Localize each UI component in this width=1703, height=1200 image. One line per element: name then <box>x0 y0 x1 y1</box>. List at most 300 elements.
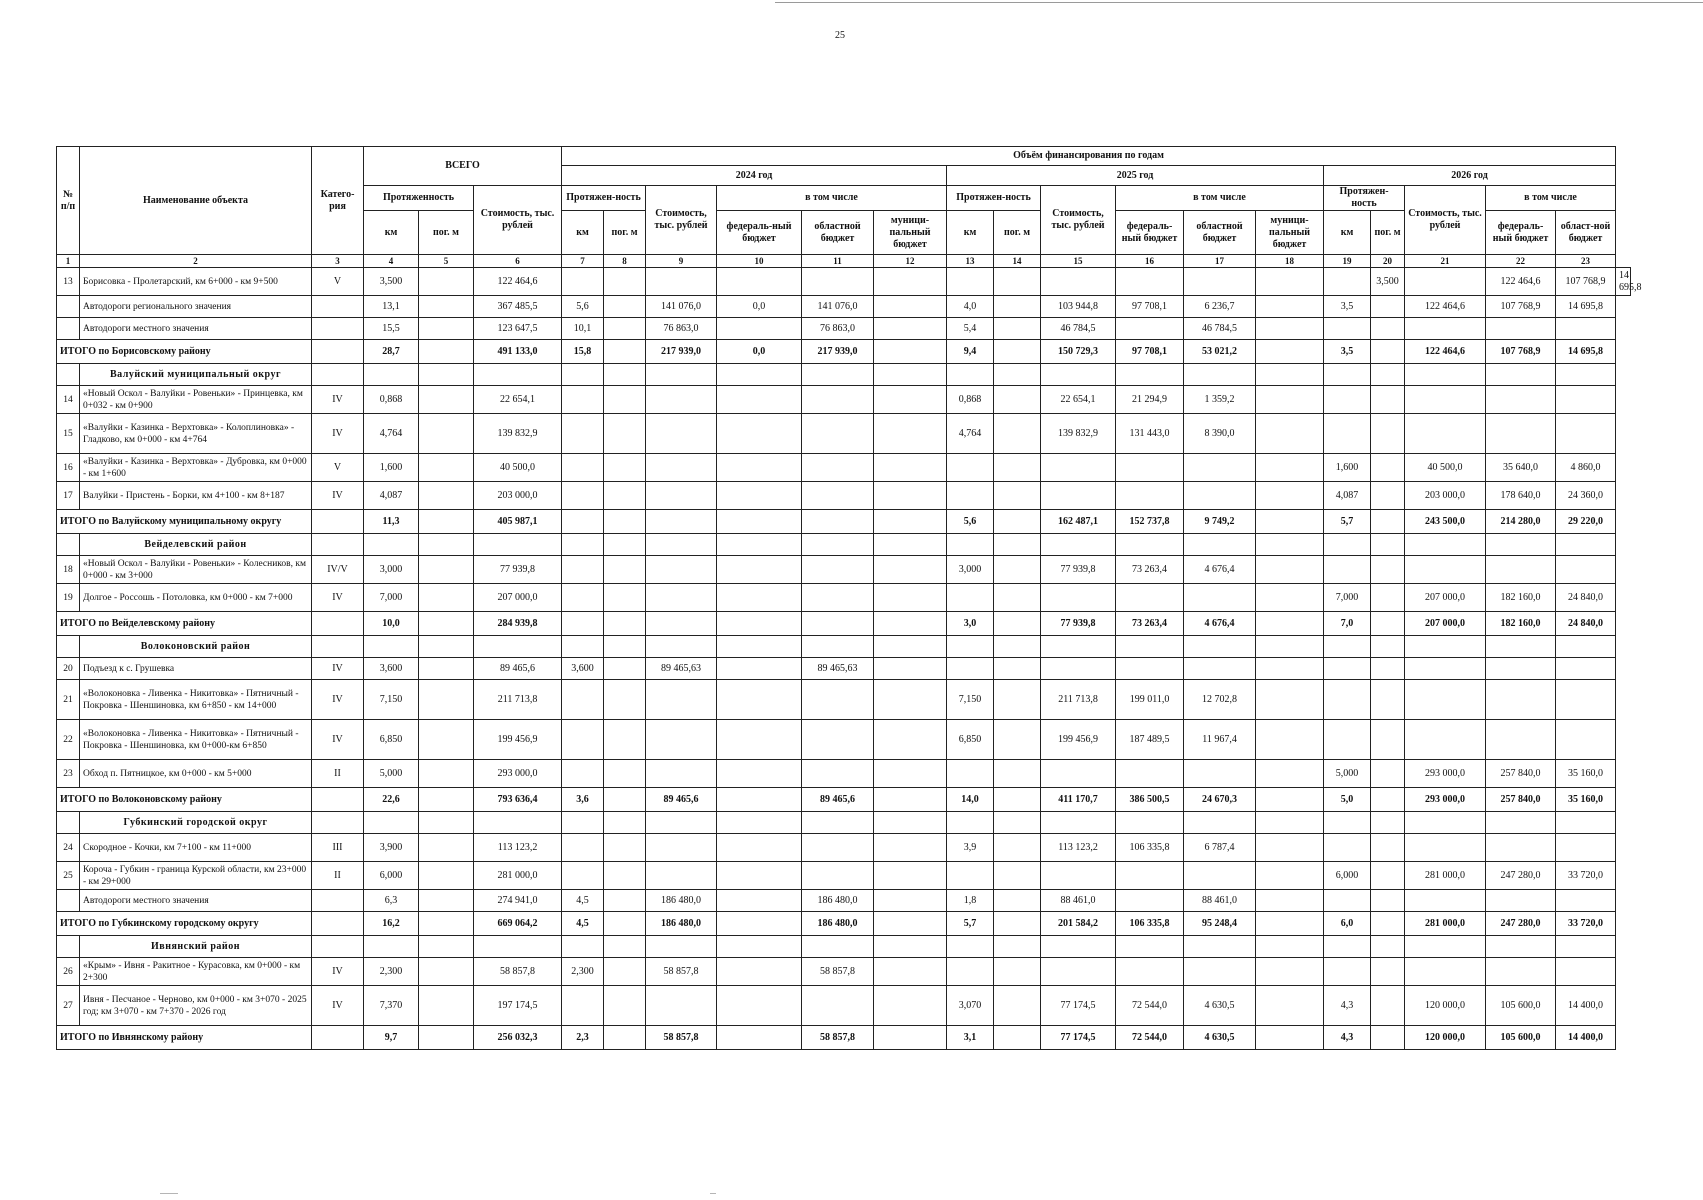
value-cell <box>419 788 474 812</box>
value-cell: 88 461,0 <box>1184 890 1256 912</box>
value-cell <box>1041 760 1116 788</box>
value-cell <box>562 556 604 584</box>
value-cell <box>1324 658 1371 680</box>
table-row <box>57 760 1631 788</box>
section-no-cell <box>57 364 80 386</box>
value-cell <box>1041 862 1116 890</box>
table-row <box>57 296 1631 318</box>
empty-cell <box>1256 534 1324 556</box>
value-cell <box>1405 556 1486 584</box>
value-cell <box>1324 680 1371 720</box>
value-cell: 13,1 <box>364 296 419 318</box>
value-cell <box>646 584 717 612</box>
value-cell: 257 840,0 <box>1486 788 1556 812</box>
empty-cell <box>419 936 474 958</box>
empty-cell <box>1486 636 1556 658</box>
column-number: 19 <box>1324 255 1371 268</box>
value-cell: 197 174,5 <box>474 986 562 1026</box>
value-cell <box>1371 658 1405 680</box>
column-number-row <box>57 255 1631 268</box>
object-name: Скородное - Кочки, км 7+100 - км 11+000 <box>80 834 312 862</box>
empty-cell <box>1256 812 1324 834</box>
value-cell <box>604 834 646 862</box>
empty-cell <box>1371 534 1405 556</box>
empty-cell <box>802 812 874 834</box>
object-name: Обход п. Пятницкое, км 0+000 - км 5+000 <box>80 760 312 788</box>
value-cell: 120 000,0 <box>1405 986 1486 1026</box>
value-cell <box>1184 482 1256 510</box>
value-cell: 89 465,6 <box>802 788 874 812</box>
value-cell: 669 064,2 <box>474 912 562 936</box>
value-cell: 15,5 <box>364 318 419 340</box>
empty-cell <box>312 936 364 958</box>
value-cell: 4 676,4 <box>1184 612 1256 636</box>
value-cell: 5,000 <box>364 760 419 788</box>
value-cell <box>717 680 802 720</box>
value-cell <box>419 834 474 862</box>
total-length-header: Протяженность <box>364 186 474 211</box>
value-cell: 6 787,4 <box>1184 834 1256 862</box>
value-cell <box>646 862 717 890</box>
value-cell: 199 011,0 <box>1116 680 1184 720</box>
value-cell <box>1405 386 1486 414</box>
category-cell: IV <box>312 720 364 760</box>
object-name: «Волоконовка - Ливенка - Никитовка» - Пятничный - Покровка - Шеншиновка, км 6+850 - км 14+000 <box>80 680 312 720</box>
row-number: 20 <box>57 658 80 680</box>
value-cell <box>802 510 874 534</box>
value-cell <box>604 658 646 680</box>
value-cell <box>874 680 947 720</box>
value-cell: 4,764 <box>364 414 419 454</box>
empty-cell <box>562 534 604 556</box>
value-cell <box>1256 986 1324 1026</box>
table-row <box>57 658 1631 680</box>
value-cell: 284 939,8 <box>474 612 562 636</box>
category-cell: IV/V <box>312 556 364 584</box>
value-cell: 14 400,0 <box>1556 1026 1616 1050</box>
value-cell: 35 640,0 <box>1486 454 1556 482</box>
value-cell: 199 456,9 <box>1041 720 1116 760</box>
empty-cell <box>1486 812 1556 834</box>
total-label: ИТОГО по Ивнянскому району <box>57 1026 312 1050</box>
value-cell: 14,0 <box>947 788 994 812</box>
value-cell: 281 000,0 <box>474 862 562 890</box>
value-cell <box>1256 268 1324 296</box>
value-cell: 106 335,8 <box>1116 834 1184 862</box>
empty-cell <box>604 364 646 386</box>
empty-cell <box>1405 812 1486 834</box>
value-cell: 7,000 <box>364 584 419 612</box>
value-cell: 77 174,5 <box>1041 986 1116 1026</box>
value-cell: 103 944,8 <box>1041 296 1116 318</box>
empty-cell <box>646 936 717 958</box>
value-cell <box>994 788 1041 812</box>
value-cell <box>994 268 1041 296</box>
value-cell <box>646 834 717 862</box>
empty-cell <box>1116 534 1184 556</box>
value-cell <box>717 890 802 912</box>
empty-cell <box>1184 534 1256 556</box>
value-cell <box>874 510 947 534</box>
col-category-header: Катего-рия <box>312 147 364 255</box>
empty-cell <box>604 534 646 556</box>
value-cell: 24 840,0 <box>1556 612 1616 636</box>
value-cell <box>419 584 474 612</box>
value-cell: 3,600 <box>562 658 604 680</box>
value-cell <box>1256 862 1324 890</box>
value-cell: 14 695,8 <box>1616 268 1631 296</box>
value-cell: 113 123,2 <box>1041 834 1116 862</box>
category-cell: IV <box>312 386 364 414</box>
value-cell: 123 647,5 <box>474 318 562 340</box>
empty-cell <box>1041 812 1116 834</box>
value-cell <box>646 556 717 584</box>
value-cell: 14 695,8 <box>1556 340 1616 364</box>
section-no-cell <box>57 812 80 834</box>
value-cell: 40 500,0 <box>1405 454 1486 482</box>
value-cell <box>604 986 646 1026</box>
object-name: Ивня - Песчаное - Черново, км 0+000 - км 3+070 - 2025 год; км 3+070 - км 7+370 - 2026 год <box>80 986 312 1026</box>
scan-bottom-mark-right <box>710 1193 716 1194</box>
value-cell <box>1486 386 1556 414</box>
value-cell: 105 600,0 <box>1486 986 1556 1026</box>
total-row <box>57 340 1631 364</box>
km-2026-header: км <box>1324 211 1371 255</box>
value-cell: 22,6 <box>364 788 419 812</box>
value-cell <box>1256 414 1324 454</box>
pogm-2025-header: пог. м <box>994 211 1041 255</box>
table-row <box>57 584 1631 612</box>
empty-cell <box>1405 636 1486 658</box>
value-cell: 3,9 <box>947 834 994 862</box>
value-cell <box>1371 584 1405 612</box>
column-number: 11 <box>802 255 874 268</box>
object-name: Автодороги местного значения <box>80 890 312 912</box>
section-title: Валуйский муниципальный округ <box>80 364 312 386</box>
table-row <box>57 720 1631 760</box>
value-cell <box>947 760 994 788</box>
value-cell: 152 737,8 <box>1116 510 1184 534</box>
value-cell: 16,2 <box>364 912 419 936</box>
value-cell: 186 480,0 <box>802 912 874 936</box>
value-cell <box>604 454 646 482</box>
section-title: Вейделевский район <box>80 534 312 556</box>
empty-cell <box>419 364 474 386</box>
value-cell <box>1116 862 1184 890</box>
value-cell <box>1256 834 1324 862</box>
empty-cell <box>1256 364 1324 386</box>
col-no-header: № п/п <box>57 147 80 255</box>
value-cell <box>562 482 604 510</box>
column-number: 3 <box>312 255 364 268</box>
value-cell <box>1116 454 1184 482</box>
value-cell: 247 280,0 <box>1486 862 1556 890</box>
value-cell <box>874 890 947 912</box>
row-number: 13 <box>57 268 80 296</box>
table-row <box>57 890 1631 912</box>
value-cell <box>1324 386 1371 414</box>
value-cell: 1 359,2 <box>1184 386 1256 414</box>
row-number <box>57 296 80 318</box>
value-cell: 3,1 <box>947 1026 994 1050</box>
value-cell <box>419 986 474 1026</box>
value-cell <box>1371 788 1405 812</box>
value-cell <box>1256 482 1324 510</box>
category-cell: II <box>312 760 364 788</box>
value-cell: 3,070 <box>947 986 994 1026</box>
value-cell <box>1184 454 1256 482</box>
value-cell: 141 076,0 <box>802 296 874 318</box>
value-cell <box>1486 556 1556 584</box>
federal-2024-header: федераль-ный бюджет <box>717 211 802 255</box>
value-cell <box>1405 414 1486 454</box>
value-cell: 217 939,0 <box>646 340 717 364</box>
value-cell <box>419 414 474 454</box>
value-cell: 367 485,5 <box>474 296 562 318</box>
value-cell: 201 584,2 <box>1041 912 1116 936</box>
empty-cell <box>604 812 646 834</box>
value-cell: 6,3 <box>364 890 419 912</box>
length-2024-header: Протяжен-ность <box>562 186 646 211</box>
empty-cell <box>802 936 874 958</box>
empty-cell <box>717 364 802 386</box>
value-cell <box>994 986 1041 1026</box>
value-cell <box>1256 890 1324 912</box>
value-cell <box>874 612 947 636</box>
value-cell: 24 840,0 <box>1556 584 1616 612</box>
row-number: 21 <box>57 680 80 720</box>
empty-cell <box>312 636 364 658</box>
value-cell: 281 000,0 <box>1405 862 1486 890</box>
value-cell <box>1324 720 1371 760</box>
value-cell <box>717 834 802 862</box>
value-cell <box>802 834 874 862</box>
value-cell <box>419 760 474 788</box>
value-cell <box>1486 890 1556 912</box>
row-number <box>57 318 80 340</box>
value-cell <box>717 1026 802 1050</box>
empty-cell <box>1116 936 1184 958</box>
empty-cell <box>1556 364 1616 386</box>
value-cell <box>1486 834 1556 862</box>
value-cell: 6,000 <box>1324 862 1371 890</box>
column-number: 9 <box>646 255 717 268</box>
value-cell: 3,5 <box>1324 296 1371 318</box>
value-cell <box>874 386 947 414</box>
value-cell <box>604 1026 646 1050</box>
empty-cell <box>1041 364 1116 386</box>
value-cell: 58 857,8 <box>802 958 874 986</box>
value-cell <box>717 788 802 812</box>
value-cell: 72 544,0 <box>1116 986 1184 1026</box>
value-cell <box>1371 890 1405 912</box>
empty-cell <box>802 534 874 556</box>
object-name: Автодороги регионального значения <box>80 296 312 318</box>
value-cell: 58 857,8 <box>646 958 717 986</box>
value-cell <box>419 386 474 414</box>
value-cell: 73 263,4 <box>1116 612 1184 636</box>
value-cell <box>994 510 1041 534</box>
value-cell <box>604 482 646 510</box>
value-cell <box>717 658 802 680</box>
value-cell <box>1405 958 1486 986</box>
value-cell <box>1486 958 1556 986</box>
table-row <box>57 414 1631 454</box>
empty-cell <box>604 936 646 958</box>
category-cell: IV <box>312 958 364 986</box>
category-cell: IV <box>312 680 364 720</box>
empty-cell <box>717 636 802 658</box>
section-no-cell <box>57 636 80 658</box>
value-cell: 281 000,0 <box>1405 912 1486 936</box>
value-cell: 386 500,5 <box>1116 788 1184 812</box>
value-cell <box>874 658 947 680</box>
federal-2025-header: федераль-ный бюджет <box>1116 211 1184 255</box>
value-cell: 88 461,0 <box>1041 890 1116 912</box>
value-cell <box>1371 912 1405 936</box>
value-cell: 89 465,6 <box>474 658 562 680</box>
value-cell: 2,300 <box>364 958 419 986</box>
object-name: Автодороги местного значения <box>80 318 312 340</box>
including-2024-header: в том числе <box>717 186 947 211</box>
value-cell <box>947 268 994 296</box>
value-cell <box>1116 318 1184 340</box>
column-number: 7 <box>562 255 604 268</box>
empty-cell <box>1371 812 1405 834</box>
value-cell: 182 160,0 <box>1486 612 1556 636</box>
empty-cell <box>1486 936 1556 958</box>
value-cell <box>1256 912 1324 936</box>
value-cell <box>1556 386 1616 414</box>
value-cell <box>604 912 646 936</box>
value-cell: 97 708,1 <box>1116 340 1184 364</box>
row-number <box>57 890 80 912</box>
value-cell: 5,7 <box>947 912 994 936</box>
value-cell: 9,7 <box>364 1026 419 1050</box>
empty-cell <box>1041 636 1116 658</box>
value-cell <box>1184 862 1256 890</box>
empty-cell <box>646 636 717 658</box>
column-number: 20 <box>1371 255 1405 268</box>
scan-bottom-mark-left <box>160 1193 178 1194</box>
empty-cell <box>364 936 419 958</box>
value-cell: 131 443,0 <box>1116 414 1184 454</box>
value-cell <box>947 658 994 680</box>
value-cell <box>419 482 474 510</box>
category-cell: IV <box>312 584 364 612</box>
empty-cell <box>802 636 874 658</box>
value-cell: 203 000,0 <box>474 482 562 510</box>
value-cell <box>947 482 994 510</box>
column-number: 18 <box>1256 255 1324 268</box>
value-cell <box>874 556 947 584</box>
value-cell <box>419 454 474 482</box>
value-cell: 187 489,5 <box>1116 720 1184 760</box>
empty-cell <box>312 364 364 386</box>
empty-cell <box>1324 534 1371 556</box>
object-name: «Волоконовка - Ливенка - Никитовка» - Пятничный - Покровка - Шеншиновка, км 0+000-км 6+850 <box>80 720 312 760</box>
column-number: 5 <box>419 255 474 268</box>
value-cell <box>994 414 1041 454</box>
empty-cell <box>364 534 419 556</box>
value-cell <box>1556 658 1616 680</box>
value-cell: 214 280,0 <box>1486 510 1556 534</box>
empty-cell <box>947 534 994 556</box>
column-number: 15 <box>1041 255 1116 268</box>
value-cell <box>419 318 474 340</box>
value-cell <box>1116 268 1184 296</box>
value-cell <box>1405 720 1486 760</box>
value-cell <box>1256 658 1324 680</box>
value-cell: 122 464,6 <box>474 268 562 296</box>
value-cell: 243 500,0 <box>1405 510 1486 534</box>
value-cell: 186 480,0 <box>802 890 874 912</box>
empty-cell <box>1256 636 1324 658</box>
value-cell <box>994 658 1041 680</box>
empty-cell <box>1556 936 1616 958</box>
empty-cell <box>1324 936 1371 958</box>
value-cell <box>604 296 646 318</box>
object-name: «Валуйки - Казинка - Верхтовка» - Колоплиновка» - Гладково, км 0+000 - км 4+764 <box>80 414 312 454</box>
value-cell <box>604 862 646 890</box>
value-cell <box>1256 454 1324 482</box>
empty-cell <box>994 364 1041 386</box>
value-cell <box>802 556 874 584</box>
value-cell: 77 174,5 <box>1041 1026 1116 1050</box>
value-cell <box>1371 834 1405 862</box>
column-number: 13 <box>947 255 994 268</box>
total-label: ИТОГО по Вейделевскому району <box>57 612 312 636</box>
value-cell <box>947 862 994 890</box>
empty-cell <box>1486 534 1556 556</box>
value-cell <box>994 454 1041 482</box>
value-cell: 122 464,6 <box>1405 296 1486 318</box>
category-cell <box>312 340 364 364</box>
value-cell: 46 784,5 <box>1184 318 1256 340</box>
value-cell <box>994 680 1041 720</box>
value-cell <box>419 1026 474 1050</box>
value-cell <box>874 482 947 510</box>
value-cell: 58 857,8 <box>802 1026 874 1050</box>
value-cell <box>1405 834 1486 862</box>
value-cell <box>604 268 646 296</box>
value-cell <box>874 414 947 454</box>
value-cell <box>1184 658 1256 680</box>
value-cell: 4,5 <box>562 890 604 912</box>
empty-cell <box>994 534 1041 556</box>
object-name: Короча - Губкин - граница Курской области, км 23+000 - км 29+000 <box>80 862 312 890</box>
value-cell: 186 480,0 <box>646 890 717 912</box>
value-cell <box>1371 510 1405 534</box>
pogm-2024-header: пог. м <box>604 211 646 255</box>
value-cell <box>604 958 646 986</box>
value-cell <box>717 760 802 788</box>
value-cell <box>1371 454 1405 482</box>
empty-cell <box>802 364 874 386</box>
empty-cell <box>1324 636 1371 658</box>
value-cell: 72 544,0 <box>1116 1026 1184 1050</box>
length-2026-header: Протяжен-ность <box>1324 186 1405 211</box>
value-cell: 1,600 <box>1324 454 1371 482</box>
value-cell <box>994 556 1041 584</box>
value-cell <box>562 584 604 612</box>
value-cell: 107 768,9 <box>1556 268 1616 296</box>
value-cell: 3,0 <box>947 612 994 636</box>
empty-cell <box>1184 364 1256 386</box>
value-cell <box>1324 318 1371 340</box>
value-cell <box>1041 584 1116 612</box>
value-cell <box>1556 318 1616 340</box>
